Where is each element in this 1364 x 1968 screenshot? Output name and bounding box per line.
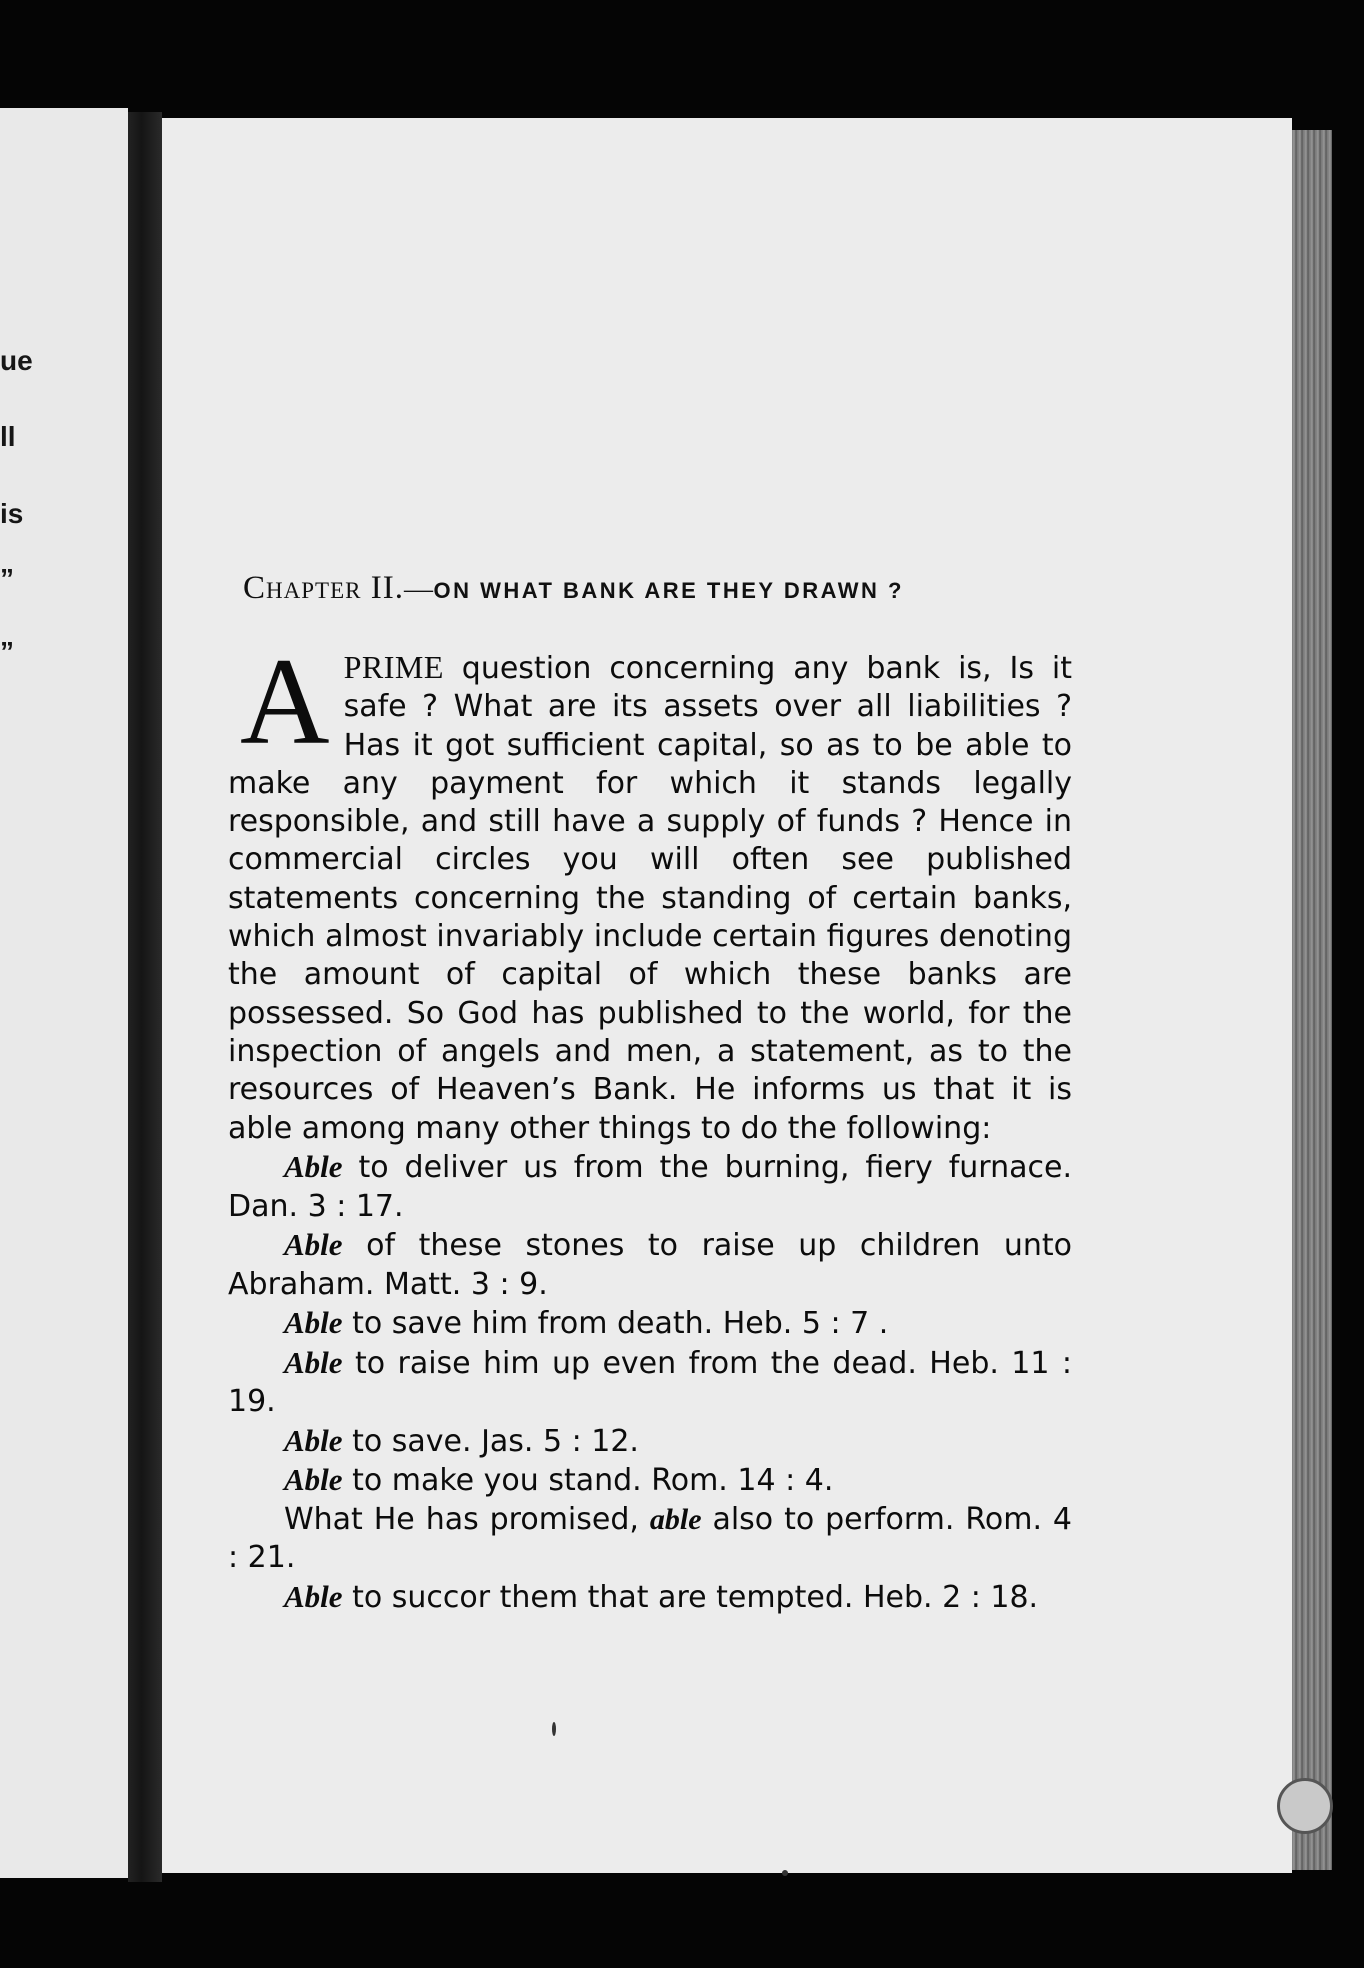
able-entry	[228, 1304, 1072, 1344]
able-entry	[228, 1578, 1072, 1618]
scan-speck	[782, 1870, 788, 1876]
chapter-title: ON WHAT BANK ARE THEY DRAWN ?	[433, 578, 904, 603]
able-word: Able	[284, 1578, 343, 1614]
entry-text: also to perform.	[701, 1501, 955, 1537]
entry-text: to save him from death.	[342, 1306, 714, 1341]
scripture-reference: Dan. 3 : 17.	[228, 1188, 404, 1224]
able-word: able	[649, 1502, 702, 1536]
entry-text: to make you stand.	[342, 1463, 642, 1498]
left-page-fragment: ll	[0, 421, 16, 452]
entry-text: to save.	[342, 1423, 472, 1459]
entry-text: to succor them that are tempted.	[342, 1579, 854, 1615]
able-word: Able	[284, 1149, 343, 1184]
able-entry	[228, 1461, 1072, 1501]
scripture-reference: Heb. 5 : 7 .	[722, 1306, 889, 1341]
able-word: Able	[284, 1462, 343, 1497]
able-word: Able	[284, 1422, 343, 1458]
page-stack-edge	[1292, 130, 1332, 1870]
intro-paragraph	[228, 633, 1072, 1148]
entry-text: of these stones to raise up children unto Abraham.	[228, 1228, 1072, 1302]
drop-cap: A	[240, 633, 330, 770]
intro-text: question concerning any bank is, Is it safe ? What are its assets over all liabilities ? Has it got sufficient capital, so as to be able to make any payment for which it stands legally responsible, and still have a supply of funds ? Hence in commercial circles you will often see published statements concerning the standing of certain banks, which almost invariably include certain figures denoting the amount of capital of which these banks are possessed. So God has published to the world, for the inspection of angels and men, a statement, as to the resources of Heaven’s Bank. He informs us that it is able among many other things to do the following:	[228, 651, 1072, 1146]
chapter-heading	[243, 570, 1073, 607]
scripture-reference: Matt. 3 : 9.	[384, 1266, 548, 1302]
left-page-fragment: is	[0, 498, 24, 529]
able-entry	[228, 1226, 1072, 1304]
able-entry	[228, 1422, 1072, 1462]
scripture-reference: Heb. 2 : 18.	[862, 1579, 1039, 1615]
scan-speck	[552, 1722, 556, 1736]
scripture-reference: Jas. 5 : 12.	[481, 1423, 639, 1459]
chapter-separator: —	[403, 573, 434, 605]
scripture-reference: Rom. 4 : 21.	[228, 1501, 1073, 1575]
book-gutter	[128, 112, 162, 1882]
entry-text: to raise him up even from the dead.	[342, 1345, 917, 1381]
able-entry	[228, 1148, 1072, 1226]
left-page-fragment: ”	[0, 563, 14, 594]
scan-edge-mark	[1277, 1778, 1333, 1834]
able-entry	[228, 1501, 1072, 1578]
able-word: Able	[284, 1227, 343, 1262]
entry-text: to deliver us from the burning, fiery furnace.	[342, 1150, 1072, 1185]
scripture-reference: Rom. 14 : 4.	[651, 1463, 834, 1498]
intro-first-word: PRIME	[343, 649, 444, 685]
chapter-number: Chapter II.	[243, 570, 404, 606]
able-list	[228, 1148, 1072, 1617]
able-word: Able	[284, 1344, 343, 1380]
entry-prefix: What He has promised,	[284, 1501, 650, 1537]
able-entry	[228, 1344, 1072, 1422]
previous-page-sliver	[0, 108, 128, 1878]
scripture-reference: Heb. 11 : 19.	[228, 1345, 1072, 1419]
able-word: Able	[284, 1305, 343, 1340]
left-page-fragment: ue	[0, 345, 33, 376]
left-page-fragment: ”	[0, 636, 14, 667]
